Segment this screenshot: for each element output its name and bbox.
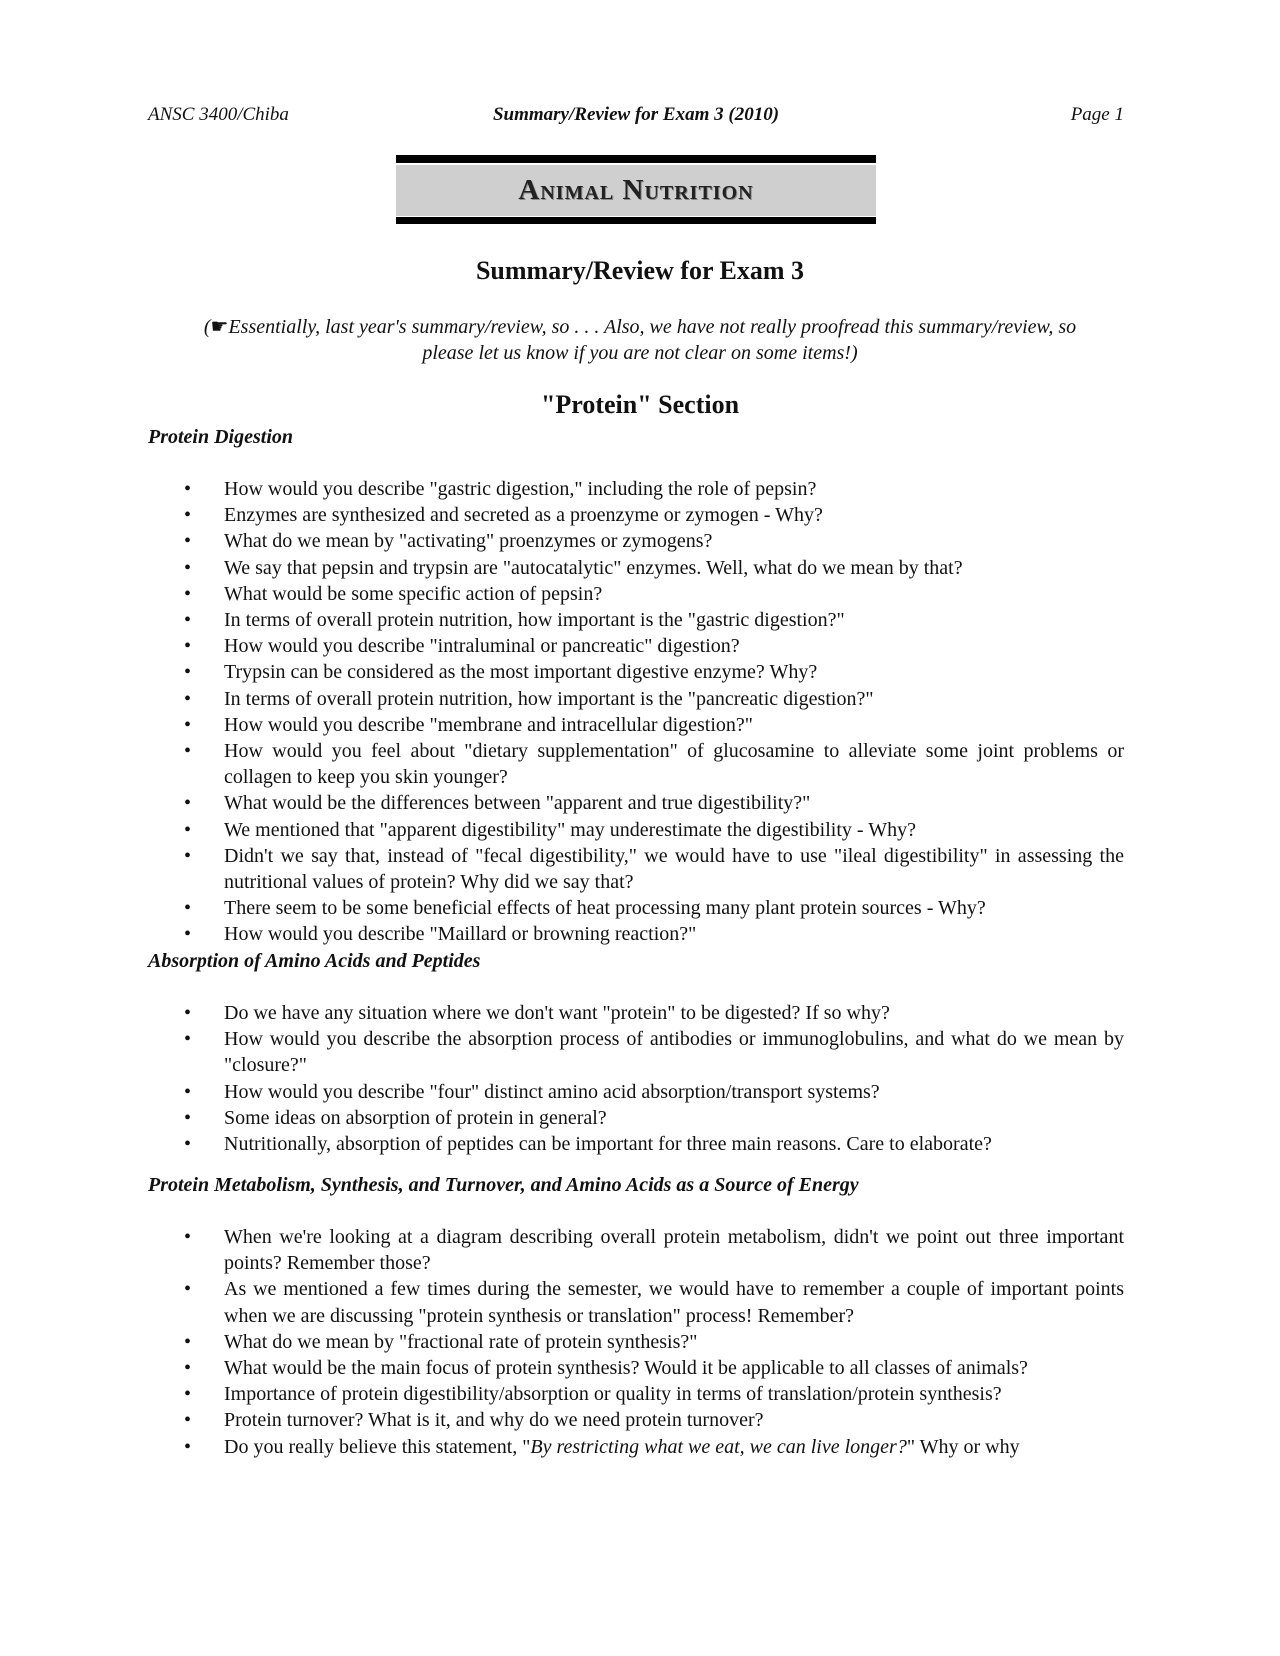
bullet-icon: • (184, 1357, 192, 1380)
bullet-icon: • (184, 1028, 192, 1051)
note-close-paren: ) (850, 342, 858, 364)
intro-note (200, 314, 1080, 366)
list-absorption (148, 1000, 1124, 1157)
list-item: • How would you describe "intraluminal or pancreatic" digestion? (148, 633, 1124, 659)
bullet-icon: • (184, 1106, 192, 1129)
bullet-icon: • (184, 609, 192, 632)
course-code: ANSC 3400/Chiba (148, 104, 289, 125)
bullet-icon: • (184, 1435, 192, 1458)
quoted-statement: By restricting what we eat, we can live longer? (530, 1435, 907, 1458)
bullet-icon: • (184, 740, 192, 763)
list-item: • As we mentioned a few times during the semester, we would have to remember a couple of important points when we are discussing "protein synthesis or translation" process! Remember? (184, 1278, 1124, 1327)
bullet-icon: • (184, 818, 192, 841)
list-item: • We say that pepsin and trypsin are "autocatalytic" enzymes. Well, what do we mean by that? (148, 555, 1124, 581)
list-protein-digestion (148, 476, 1124, 948)
list-item: • Some ideas on absorption of protein in general? (148, 1105, 1124, 1131)
bullet-icon: • (184, 582, 192, 605)
pointing-hand-icon: ☛ (210, 316, 229, 338)
list-item: • Importance of protein digestibility/absorption or quality in terms of translation/protein synthesis? (148, 1381, 1124, 1407)
subheading-absorption: Absorption of Amino Acids and Peptides (148, 950, 481, 972)
list-item: • What would be the differences between "apparent and true digestibility?" (148, 790, 1124, 816)
page-header (148, 104, 1124, 130)
bullet-icon: • (184, 1080, 192, 1103)
bullet-icon: • (184, 504, 192, 527)
bullet-icon: • (184, 1278, 192, 1301)
list-item: • There seem to be some beneficial effects of heat processing many plant protein sources - Why? (148, 895, 1124, 921)
list-item: • Didn't we say that, instead of "fecal digestibility," we would have to use "ileal digestibility" in assessing the nutritional values of protein? Why did we say that? (184, 844, 1124, 894)
list-item: • What do we mean by "activating" proenzymes or zymogens? (148, 528, 1124, 554)
bullet-icon: • (184, 478, 192, 500)
bullet-icon: • (184, 1133, 192, 1156)
note-open-paren: ( (203, 316, 211, 338)
bullet-icon: • (184, 897, 192, 920)
list-item: • How would you describe "gastric digestion," including the role of pepsin? (148, 476, 1124, 502)
list-item: • Nutritionally, absorption of peptides can be important for three main reasons. Care to elaborate? (148, 1131, 1124, 1157)
title-banner (396, 155, 876, 225)
note-text: Essentially, last year's summary/review, so . . . Also, we have not really proofread this summary/review, so please let us know if you are not clear on some items! (228, 316, 1077, 364)
banner-title: Animal Nutrition (518, 174, 754, 206)
list-item: • What would be some specific action of pepsin? (148, 581, 1124, 607)
list-item: • Trypsin can be considered as the most important digestive enzyme? Why? (148, 659, 1124, 685)
bullet-icon: • (184, 1330, 192, 1353)
bullet-icon: • (184, 556, 192, 579)
bullet-icon: • (184, 687, 192, 710)
bullet-icon: • (184, 792, 192, 815)
section-title: "Protein" Section (540, 390, 740, 419)
subheading-protein-digestion: Protein Digestion (148, 426, 294, 448)
page-number: Page 1 (1070, 104, 1124, 125)
bullet-icon: • (184, 713, 192, 736)
list-protein-metabolism (148, 1224, 1124, 1460)
banner-box (396, 165, 876, 216)
header-title: Summary/Review for Exam 3 (2010) (492, 104, 780, 125)
bullet-icon: • (184, 661, 192, 684)
bullet-icon: • (184, 1409, 192, 1432)
list-item: • Do you really believe this statement, "By restricting what we eat, we can live longer?" Why or why (148, 1434, 1124, 1460)
list-item: • Enzymes are synthesized and secreted as a proenzyme or zymogen - Why? (148, 502, 1124, 528)
bullet-icon: • (184, 923, 192, 946)
bullet-icon: • (184, 1383, 192, 1406)
list-item: • How would you describe the absorption process of antibodies or immunoglobulins, and what do we mean by "closure?" (184, 1028, 1124, 1077)
bullet-icon: • (184, 1002, 192, 1024)
list-item: • When we're looking at a diagram describing overall protein metabolism, didn't we point out three important points? Remember those? (184, 1226, 1124, 1275)
bullet-icon: • (184, 530, 192, 553)
list-item: • What do we mean by "fractional rate of protein synthesis?" (148, 1329, 1124, 1355)
list-item: • What would be the main focus of protein synthesis? Would it be applicable to all classes of animals? (148, 1355, 1124, 1381)
list-item: • How would you describe "membrane and intracellular digestion?" (148, 712, 1124, 738)
document-title: Summary/Review for Exam 3 (475, 256, 805, 285)
bullet-icon: • (184, 844, 192, 867)
banner-top-rule (396, 155, 876, 163)
list-item: • How would you feel about "dietary supplementation" of glucosamine to alleviate some joint problems or collagen to keep you skin younger? (184, 740, 1124, 789)
list-item: • How would you describe "Maillard or browning reaction?" (148, 921, 1124, 947)
list-item: • In terms of overall protein nutrition, how important is the "gastric digestion?" (148, 607, 1124, 633)
banner-bottom-rule (396, 217, 876, 224)
list-item: • We mentioned that "apparent digestibility" may underestimate the digestibility - Why? (148, 817, 1124, 843)
list-item: • Do we have any situation where we don't want "protein" to be digested? If so why? (148, 1000, 1124, 1026)
list-item: • How would you describe "four" distinct amino acid absorption/transport systems? (148, 1079, 1124, 1105)
list-item: • In terms of overall protein nutrition, how important is the "pancreatic digestion?" (148, 686, 1124, 712)
bullet-icon: • (184, 1226, 192, 1248)
bullet-icon: • (184, 635, 192, 658)
list-item: • Protein turnover? What is it, and why do we need protein turnover? (148, 1407, 1124, 1433)
subheading-protein-metabolism: Protein Metabolism, Synthesis, and Turnover, and Amino Acids as a Source of Energy (148, 1174, 859, 1196)
